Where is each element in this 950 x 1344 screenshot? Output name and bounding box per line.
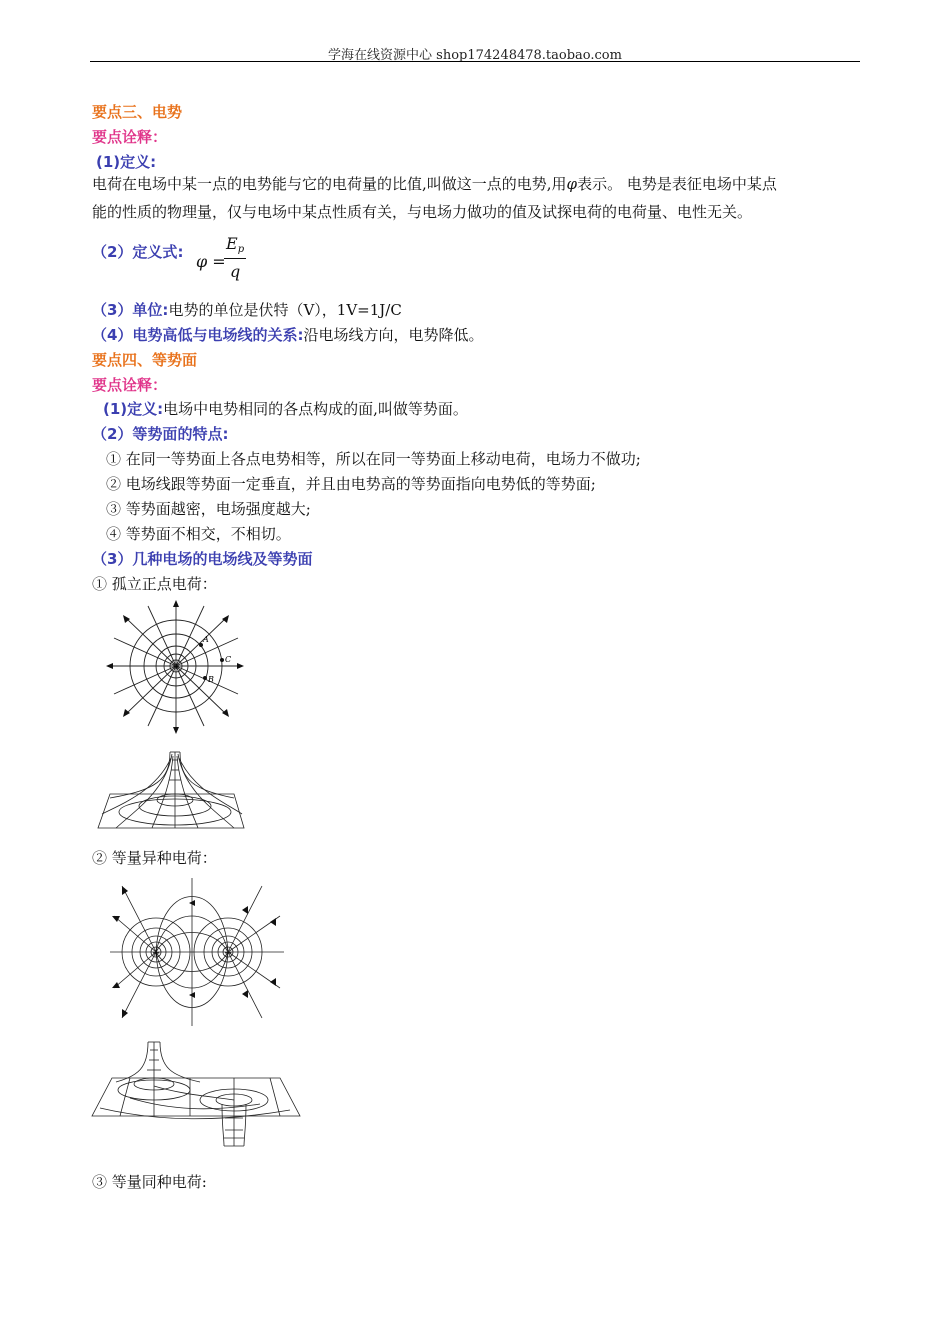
section4-def-label: (1)定义:: [103, 400, 164, 418]
case3-label: ③ 等量同种电荷:: [92, 1173, 207, 1191]
section4-explain: 要点诠释：: [92, 376, 168, 394]
def-line1-a: 电荷在电场中某一点的电势能与它的电荷量的比值,叫做这一点的电势,用: [92, 175, 567, 193]
formula-numerator: $E_p$: [226, 234, 245, 255]
page-header: 学海在线资源中心 shop174248478.taobao.com: [328, 48, 622, 63]
section3-def-line2: 能的性质的物理量，仅与电场中某点性质有关，与电场力做功的值及试探电荷的电荷量、电性无关。: [92, 203, 753, 221]
fraction-bar: [224, 258, 246, 259]
point-a-label: A: [203, 635, 209, 644]
features-label: （2）等势面的特点:: [92, 425, 229, 443]
dipole-potential-surface: [90, 1038, 304, 1150]
case1-label: ① 孤立正点电荷：: [92, 575, 217, 593]
point-c-label: C: [225, 655, 232, 664]
feature-item: ④ 等势面不相交，不相切。: [106, 525, 291, 543]
phi-symbol: φ: [566, 175, 578, 193]
dipole-field-figure: [110, 876, 284, 1028]
relation-text: 沿电场线方向，电势降低。: [303, 326, 484, 344]
plus-sign-label: +: [173, 662, 180, 671]
feature-item: ② 电场线跟等势面一定垂直，并且由电势高的等势面指向电势低的等势面;: [106, 475, 596, 493]
section3-title: 要点三、电势: [92, 103, 183, 121]
positive-charge-label: +: [152, 948, 161, 959]
relation-label: （4）电势高低与电场线的关系:: [92, 326, 304, 344]
case2-label: ② 等量异种电荷：: [92, 849, 217, 867]
relation-line: [92, 325, 483, 345]
section4-def-line: [103, 399, 468, 419]
header-rule: [90, 61, 860, 62]
positive-charge-field-figure: [104, 598, 246, 738]
formula-label: （2）定义式:: [92, 243, 184, 261]
section3-explain: 要点诠释：: [92, 128, 168, 146]
examples-label: （3）几种电场的电场线及等势面: [92, 550, 313, 568]
unit-text: 电势的单位是伏特（V），1V=1J/C: [168, 301, 402, 319]
negative-charge-label: −: [224, 948, 233, 959]
section4-def-text: 电场中电势相同的各点构成的面,叫做等势面。: [163, 400, 468, 418]
section3-def-line1: [92, 174, 777, 194]
def-line1-b: 表示。 电势是表征电场中某点: [577, 175, 777, 193]
feature-item: ③ 等势面越密，电场强度越大;: [106, 500, 311, 518]
feature-item: ① 在同一等势面上各点电势相等，所以在同一等势面上移动电荷，电场力不做功;: [106, 450, 641, 468]
point-b-label: B: [208, 675, 214, 684]
formula-lhs: φ =: [196, 252, 226, 271]
unit-label: （3）单位:: [92, 301, 169, 319]
positive-charge-potential-surface: [96, 750, 248, 832]
formula-denominator: q: [230, 262, 241, 281]
section4-title: 要点四、等势面: [92, 351, 198, 369]
unit-line: [92, 300, 402, 320]
potential-formula: [196, 234, 256, 286]
section3-def-label: (1)定义:: [96, 153, 157, 171]
